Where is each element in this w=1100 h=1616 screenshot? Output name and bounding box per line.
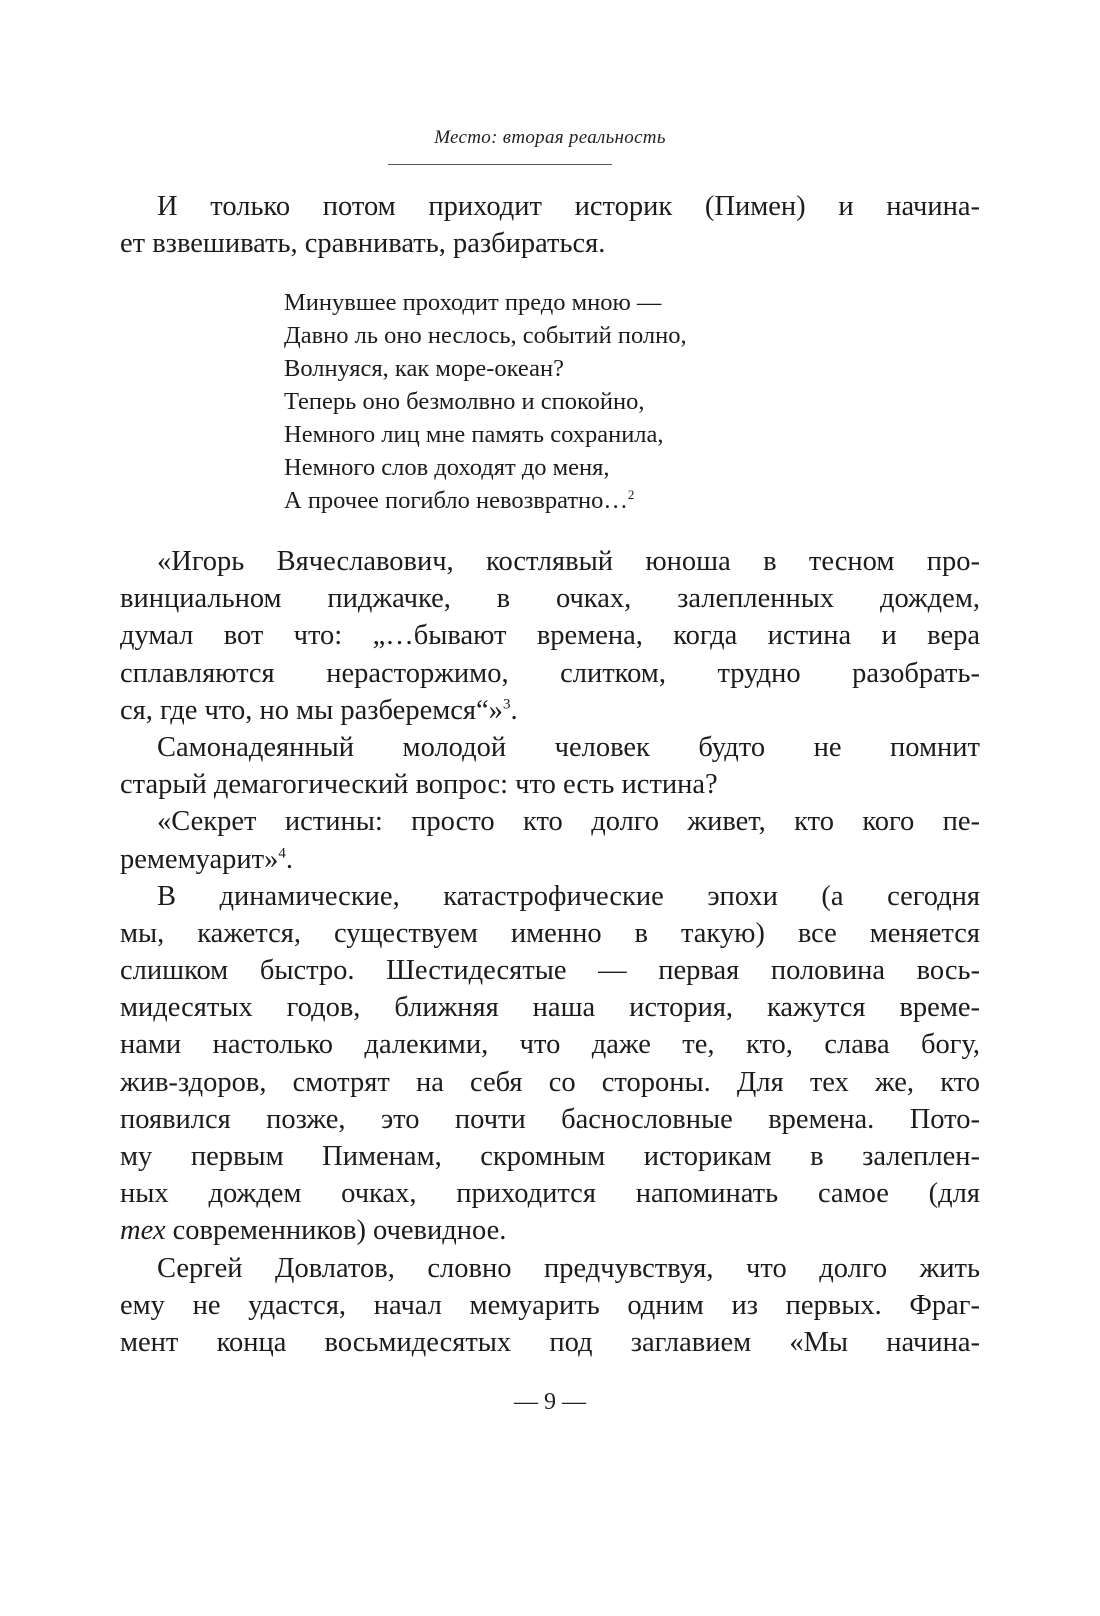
verse-line: Минувшее проходит предо мною — <box>284 289 662 316</box>
footnote-ref[interactable]: 4 <box>278 845 286 861</box>
text-line: И только потом приходит историк (Пимен) и начина- <box>157 191 980 222</box>
text-line: мидесятых годов, ближняя наша история, кажутся време- <box>120 992 980 1024</box>
text-line: думал вот что: „…бывают времена, когда истина и вера <box>120 620 980 652</box>
emphasis: тех <box>120 1215 166 1247</box>
verse-line: Немного слов доходят до меня, <box>284 454 610 481</box>
verse-line: А прочее погибло невозвратно…$^2$ <box>284 486 635 514</box>
text-line: старый демагогический вопрос: что есть истина? <box>120 769 718 801</box>
verse-line: Волнуяся, как море-океан? <box>284 355 564 382</box>
running-head: Место: вторая реальность <box>434 127 666 148</box>
verse-quote <box>284 286 687 517</box>
verse-line: Теперь оно безмолвно и спокойно, <box>284 388 645 415</box>
text-line: «Секрет истины: просто кто долго живет, кто кого пе- <box>157 806 980 838</box>
text-line: ремемуарит»$^4$. <box>120 843 293 875</box>
text-line: Сергей Довлатов, словно предчувствуя, что долго жить <box>157 1252 980 1284</box>
text-line: тех современников) очевидное. <box>120 1215 507 1247</box>
page-number: — 9 — <box>514 1389 586 1415</box>
verse-line: Давно ль оно неслось, событий полно, <box>284 322 687 349</box>
text-line: ных дождем очках, приходится напоминать самое (для <box>120 1178 980 1210</box>
page-body <box>120 188 980 262</box>
verse-line: Немного лиц мне память сохранила, <box>284 421 664 448</box>
text-line: ему не удастся, начал мемуарить одним из первых. Фраг- <box>120 1289 980 1321</box>
text-line: Самонадеянный молодой человек будто не помнит <box>157 731 980 763</box>
text-line: ет взвешивать, сравнивать, разбираться. <box>120 228 606 260</box>
text-line: мент конца восьмидесятых под заглавием «Мы начина- <box>120 1326 980 1358</box>
main-text <box>120 543 980 1361</box>
text-line: нами настолько далекими, что даже те, кто, слава богу, <box>120 1029 980 1061</box>
text-line: мы, кажется, существуем именно в такую) все меняется <box>120 917 980 949</box>
text-line: слишком быстро. Шестидесятые — первая половина вось- <box>120 955 980 987</box>
text-line: ся, где что, но мы разберемся“»$^3$. <box>120 694 518 726</box>
text-line: му первым Пименам, скромным историкам в залеплен- <box>120 1141 980 1172</box>
header-rule <box>388 164 612 165</box>
text-line: сплавляются нерасторжимо, слитком, трудно разобрать- <box>120 657 980 689</box>
text-line: появился позже, это почти баснословные времена. Пото- <box>120 1103 980 1135</box>
text-line: жив-здоров, смотрят на себя со стороны. Для тех же, кто <box>120 1066 980 1098</box>
footnote-ref[interactable]: 3 <box>502 696 511 713</box>
text-line: В динамические, катастрофические эпохи (а сегодня <box>157 880 980 912</box>
text-line: винциальном пиджачке, в очках, залепленных дождем, <box>120 583 980 615</box>
footnote-ref[interactable]: 2 <box>627 486 635 502</box>
text-line: «Игорь Вячеславович, костлявый юноша в тесном про- <box>157 546 980 577</box>
